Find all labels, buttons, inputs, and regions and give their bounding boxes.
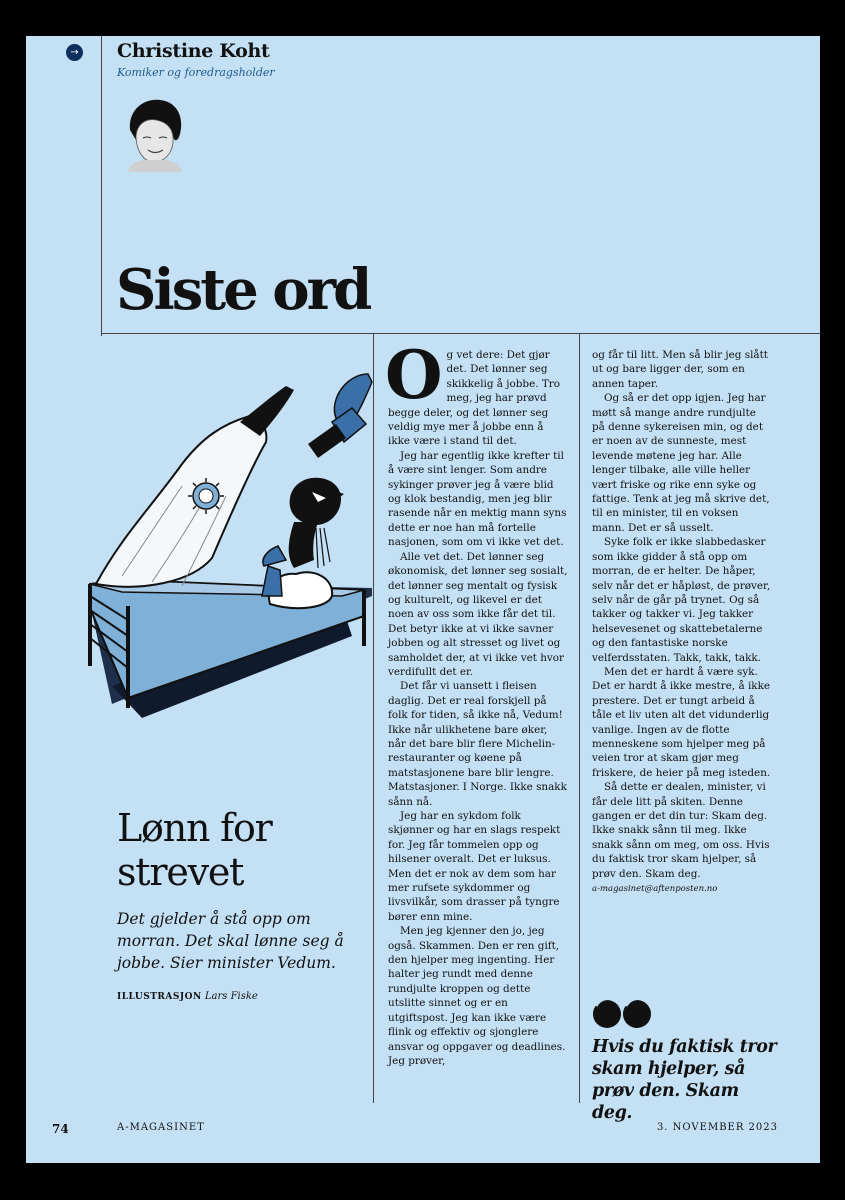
body-column-1: [385, 336, 568, 1068]
paragraph: Jeg har en sykdom folk skjønner og har en slags respekt for. Jeg får tommelen opp og hilsener overalt. Det er luksus. Men det er nok av dem som har mer rufsete sykdommer og livsvilkår, som drasser på tyngre bører enn mine.: [388, 810, 561, 923]
credit-name: Lars Fiske: [204, 991, 258, 1002]
headline-line-2: strevet: [117, 850, 244, 894]
author-name: Christine Koht: [117, 40, 270, 62]
issue-date: 3. NOVEMBER 2023: [656, 1122, 778, 1133]
section-title: Siste ord: [116, 257, 370, 323]
paragraph: Og så er det opp igjen. Jeg har møtt så mange andre rundjulte på denne sykereisen min, og det er noen av de sunneste, mest levende møtene jeg har. Alle lenger tilbake, alle ville heller vært friske og rike enn syke og fattige. Tenk at jeg må skrive det, til en minister, til en voksen mann. Det er så usselt.: [592, 392, 770, 534]
credit-label: ILLUSTRASJON: [117, 992, 202, 1002]
arrow-right-icon[interactable]: →: [66, 44, 83, 61]
paragraph: Men jeg kjenner den jo, jeg også. Skammen. Den er ren gift, den hjelper meg ingenting. Her halter jeg rundt med denne rundjulte kroppen og dette utslitte sinnet og er en utgiftspost. Jeg kan ikke være flink og effektiv og sjonglere ansvar og oppgaver og deadlines. Jeg prøver,: [388, 925, 566, 1067]
pull-quote: Hvis du faktisk tror skam hjelper, så prøv den. Skam deg.: [592, 1037, 777, 1123]
article-headline: [117, 806, 367, 894]
paragraph: Det får vi uansett i fleisen daglig. Det er real forskjell på folk for tiden, så ikke nå, Vedum! Ikke når ulikhetene bare øker, når det bare blir flere Michelin-restauranter og køene på matstasjonene bare blir lengre. Matstasjoner. I Norge. Ikke snakk sånn nå.: [388, 680, 567, 808]
magazine-page: [26, 36, 820, 1163]
paragraph: Så dette er dealen, minister, vi får dele litt på skiten. Denne gangen er det din tur: Skam deg. Ikke snakk sånn til meg. Ikke snakk sånn om meg, om oss. Hvis du faktisk tror skam hjelper, så prøv den. Skam deg.: [592, 781, 770, 880]
author-role: Komiker og foredragsholder: [117, 66, 275, 79]
paragraph: [385, 336, 568, 449]
magazine-name: A-MAGASINET: [117, 1122, 205, 1133]
column-rule-2: [579, 333, 580, 1103]
illustration-credit: [117, 991, 258, 1002]
header-divider-vertical: [101, 36, 102, 336]
body-column-2: [592, 348, 772, 896]
author-email[interactable]: a-magasinet@aftenposten.no: [592, 884, 718, 895]
author-avatar: [124, 96, 186, 172]
quote-marks-icon: [592, 994, 656, 1030]
illustration-superhero-bed: [82, 346, 374, 718]
paragraph-text: g vet dere: Det gjør det. Det lønner seg skikkelig å jobbe. Tro meg, jeg har prøvd begge deler, og det lønner seg veldig mye mer å jobbe enn å ikke være i stand til det.: [388, 349, 560, 448]
paragraph: Jeg har egentlig ikke krefter til å være sint lenger. Som andre sykinger prøver jeg å være blid og klok bestandig, men jeg blir rasende når en mektig mann syns dette er noe han må fortelle nasjonen, som om vi ikke vet det.: [388, 449, 567, 549]
paragraph: Men det er hardt å være syk. Det er hardt å ikke mestre, å ikke prestere. Det er tungt arbeid å tåle et liv uten alt det vidunderlig vanlige. Ingen av de flotte menneskene som hjelper meg på veien tror at skam gjør meg friskere, de heier på meg isteden.: [592, 665, 771, 779]
page-number: 74: [52, 1122, 69, 1136]
paragraph: Syke folk er ikke slabbedasker som ikke gidder å stå opp om morran, de er helter. De håper, selv når det er håpløst, de prøver, selv når de går på trynet. Og så takker og takker vi. Jeg takker helsevesenet og skattebetalerne og den fantastiske norske velferdsstaten. Takk, takk, takk.: [592, 536, 771, 664]
paragraph: og får til litt. Men så blir jeg slått ut og bare ligger der, som en annen taper.: [592, 349, 768, 390]
section-divider-horizontal: [101, 333, 820, 334]
paragraph: Alle vet det. Det lønner seg økonomisk, det lønner seg sosialt, det lønner seg mentalt og fysisk og kulturelt, og likevel er det noen av oss som ikke får det til. Det betyr ikke at vi ikke savner jobben og alt stresset og livet og samholdet der, at vi ikke vet hvor verdifullt det er.: [388, 550, 568, 678]
headline-line-1: Lønn for: [117, 806, 272, 850]
article-lede: Det gjelder å stå opp om morran. Det skal lønne seg å jobbe. Sier minister Vedum.: [117, 910, 344, 972]
drop-cap: O: [385, 336, 443, 414]
